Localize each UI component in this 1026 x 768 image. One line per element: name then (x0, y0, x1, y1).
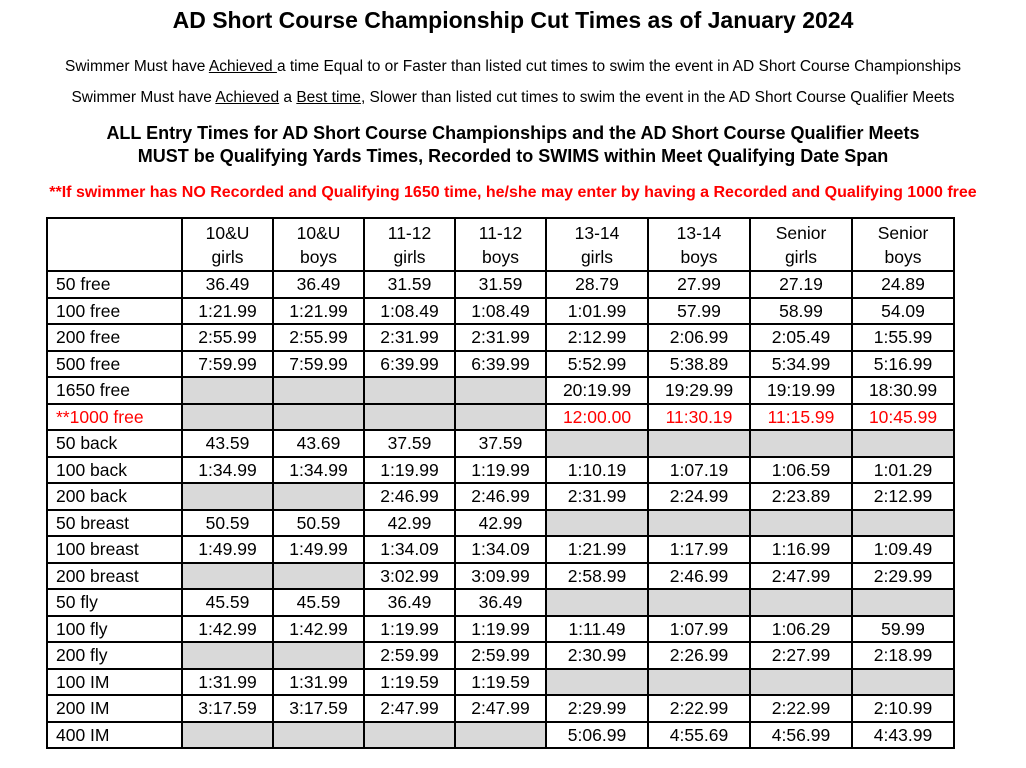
cut-time-cell: 1:09.49 (852, 536, 954, 563)
cut-time-cell: 1:07.19 (648, 457, 750, 484)
empty-shaded-cell (273, 563, 364, 590)
cut-time-cell: 2:26.99 (648, 642, 750, 669)
cut-time-cell: 36.49 (273, 271, 364, 298)
event-label: 50 free (47, 271, 182, 298)
cut-time-cell: 2:27.99 (750, 642, 852, 669)
cut-time-cell: 45.59 (273, 589, 364, 616)
empty-shaded-cell (546, 430, 648, 457)
cut-time-cell: 2:18.99 (852, 642, 954, 669)
cut-time-cell: 2:24.99 (648, 483, 750, 510)
cut-time-cell: 1:16.99 (750, 536, 852, 563)
empty-shaded-cell (455, 722, 546, 749)
cut-time-cell: 36.49 (364, 589, 455, 616)
table-row (47, 404, 954, 431)
rule-championships-text: a time Equal to or Faster than listed cut times to swim the event in AD Short Course Championships (276, 58, 961, 75)
empty-shaded-cell (852, 510, 954, 537)
cut-time-cell: 1:21.99 (546, 536, 648, 563)
cut-time-cell: 2:23.89 (750, 483, 852, 510)
cut-time-cell: 2:31.99 (546, 483, 648, 510)
cut-time-cell: 1:17.99 (648, 536, 750, 563)
table-row (47, 430, 954, 457)
empty-shaded-cell (182, 483, 273, 510)
cut-time-cell: 1:19.99 (364, 457, 455, 484)
event-label: 200 breast (47, 563, 182, 590)
cut-time-cell: 57.99 (648, 298, 750, 325)
empty-shaded-cell (364, 722, 455, 749)
empty-shaded-cell (182, 722, 273, 749)
table-row (47, 271, 954, 298)
cut-time-cell: 1:34.99 (273, 457, 364, 484)
cut-time-cell: 31.59 (455, 271, 546, 298)
cut-time-cell: 28.79 (546, 271, 648, 298)
empty-shaded-cell (273, 377, 364, 404)
cut-time-cell: 12:00.00 (546, 404, 648, 431)
empty-shaded-cell (648, 510, 750, 537)
event-label: 200 IM (47, 695, 182, 722)
cut-times-table (46, 217, 955, 749)
cut-time-cell: 1:49.99 (273, 536, 364, 563)
cut-time-cell: 5:38.89 (648, 351, 750, 378)
event-label: 400 IM (47, 722, 182, 749)
cut-time-cell: 1:01.99 (546, 298, 648, 325)
cut-time-cell: 11:15.99 (750, 404, 852, 431)
cut-time-cell: 1:34.09 (455, 536, 546, 563)
cut-time-cell: 6:39.99 (455, 351, 546, 378)
event-label: 200 fly (47, 642, 182, 669)
cut-time-cell: 3:17.59 (182, 695, 273, 722)
cut-time-cell: 2:58.99 (546, 563, 648, 590)
empty-shaded-cell (182, 377, 273, 404)
cut-time-cell: 2:47.99 (364, 695, 455, 722)
empty-shaded-cell (750, 510, 852, 537)
cut-time-cell: 1:31.99 (273, 669, 364, 696)
event-label: 1650 free (47, 377, 182, 404)
page-title: AD Short Course Championship Cut Times as of January 2024 (172, 7, 854, 33)
empty-shaded-cell (750, 589, 852, 616)
cut-time-cell: 50.59 (273, 510, 364, 537)
empty-shaded-cell (852, 589, 954, 616)
cut-time-cell: 5:52.99 (546, 351, 648, 378)
empty-shaded-cell (182, 563, 273, 590)
cut-time-cell: 1:31.99 (182, 669, 273, 696)
cut-time-cell: 1:49.99 (182, 536, 273, 563)
column-header-1112-boys: 11-12 boys (455, 218, 546, 271)
empty-shaded-cell (273, 483, 364, 510)
event-label: 100 fly (47, 616, 182, 643)
cut-time-cell: 1:34.99 (182, 457, 273, 484)
document-page (0, 7, 1026, 749)
cut-time-cell: 43.59 (182, 430, 273, 457)
cut-time-cell: 1:19.99 (364, 616, 455, 643)
cut-time-cell: 2:47.99 (455, 695, 546, 722)
event-label: 100 breast (47, 536, 182, 563)
cut-time-cell: 1:42.99 (273, 616, 364, 643)
cut-time-cell: 2:47.99 (750, 563, 852, 590)
empty-shaded-cell (455, 377, 546, 404)
cut-time-cell: 2:31.99 (364, 324, 455, 351)
cut-time-cell: 7:59.99 (273, 351, 364, 378)
empty-shaded-cell (182, 404, 273, 431)
cut-time-cell: 2:59.99 (364, 642, 455, 669)
event-label: 50 fly (47, 589, 182, 616)
cut-time-cell: 4:56.99 (750, 722, 852, 749)
cut-time-cell: 5:16.99 (852, 351, 954, 378)
rule-qualifier (0, 89, 1026, 107)
cut-time-cell: 2:10.99 (852, 695, 954, 722)
cut-time-cell: 7:59.99 (182, 351, 273, 378)
cut-time-cell: 1:01.29 (852, 457, 954, 484)
rule-championships-underlined: Achieved (208, 58, 277, 75)
cut-time-cell: 2:46.99 (455, 483, 546, 510)
table-row (47, 377, 954, 404)
cut-time-cell: 2:06.99 (648, 324, 750, 351)
cut-time-cell: 1:19.99 (455, 616, 546, 643)
cut-time-cell: 42.99 (455, 510, 546, 537)
empty-shaded-cell (273, 722, 364, 749)
cut-time-cell: 2:12.99 (852, 483, 954, 510)
empty-shaded-cell (182, 642, 273, 669)
event-label: 50 back (47, 430, 182, 457)
cut-time-cell: 42.99 (364, 510, 455, 537)
cut-time-cell: 2:12.99 (546, 324, 648, 351)
table-row (47, 695, 954, 722)
column-header-Senior-boys: Senior boys (852, 218, 954, 271)
cut-time-cell: 31.59 (364, 271, 455, 298)
table-row (47, 298, 954, 325)
cut-time-cell: 4:43.99 (852, 722, 954, 749)
cut-time-cell: 36.49 (455, 589, 546, 616)
cut-time-cell: 37.59 (364, 430, 455, 457)
empty-shaded-cell (852, 430, 954, 457)
column-header-Senior-girls: Senior girls (750, 218, 852, 271)
event-label: 50 breast (47, 510, 182, 537)
empty-shaded-cell (750, 430, 852, 457)
table-row (47, 642, 954, 669)
cut-time-cell: 50.59 (182, 510, 273, 537)
event-label: 200 free (47, 324, 182, 351)
cut-time-cell: 1:55.99 (852, 324, 954, 351)
cut-time-cell: 43.69 (273, 430, 364, 457)
cut-time-cell: 1:06.29 (750, 616, 852, 643)
cut-time-cell: 18:30.99 (852, 377, 954, 404)
cut-time-cell: 2:22.99 (750, 695, 852, 722)
column-header-1314-girls: 13-14 girls (546, 218, 648, 271)
empty-shaded-cell (546, 589, 648, 616)
empty-shaded-cell (273, 642, 364, 669)
rule-qualifier-text: a (279, 89, 297, 106)
cut-time-cell: 1:08.49 (455, 298, 546, 325)
rule-qualifier-underlined-best-time: Best time (296, 89, 361, 106)
corner-cell (47, 218, 182, 271)
empty-shaded-cell (455, 404, 546, 431)
cut-time-cell: 5:34.99 (750, 351, 852, 378)
column-header-1314-boys: 13-14 boys (648, 218, 750, 271)
cut-time-cell: 1:34.09 (364, 536, 455, 563)
entry-times-requirement-line1: ALL Entry Times for AD Short Course Championships and the AD Short Course Qualifier Meets (106, 123, 920, 143)
table-row (47, 536, 954, 563)
empty-shaded-cell (364, 377, 455, 404)
table-row (47, 510, 954, 537)
cut-time-cell: 2:29.99 (852, 563, 954, 590)
cut-time-cell: 11:30.19 (648, 404, 750, 431)
empty-shaded-cell (546, 669, 648, 696)
cut-time-cell: 3:02.99 (364, 563, 455, 590)
entry-times-requirement (0, 122, 1026, 168)
cut-time-cell: 1:06.59 (750, 457, 852, 484)
cut-time-cell: 4:55.69 (648, 722, 750, 749)
cut-time-cell: 2:46.99 (648, 563, 750, 590)
table-row (47, 669, 954, 696)
cut-time-cell: 36.49 (182, 271, 273, 298)
cut-time-cell: 3:09.99 (455, 563, 546, 590)
cut-time-cell: 2:30.99 (546, 642, 648, 669)
column-header-1112-girls: 11-12 girls (364, 218, 455, 271)
cut-time-cell: 24.89 (852, 271, 954, 298)
table-row (47, 722, 954, 749)
cut-time-cell: 27.19 (750, 271, 852, 298)
cut-time-cell: 1:19.59 (455, 669, 546, 696)
cut-time-cell: 1:19.59 (364, 669, 455, 696)
cut-time-cell: 1:07.99 (648, 616, 750, 643)
cut-time-cell: 20:19.99 (546, 377, 648, 404)
cut-time-cell: 3:17.59 (273, 695, 364, 722)
cut-time-cell: 58.99 (750, 298, 852, 325)
empty-shaded-cell (648, 430, 750, 457)
empty-shaded-cell (648, 669, 750, 696)
table-row (47, 616, 954, 643)
cut-time-cell: 2:55.99 (273, 324, 364, 351)
note-1000-free: **If swimmer has NO Recorded and Qualifying 1650 time, he/she may enter by having a Recorded and Qualifying 1000 free (49, 184, 977, 201)
event-label: 500 free (47, 351, 182, 378)
cut-time-cell: 2:55.99 (182, 324, 273, 351)
entry-times-requirement-line2: MUST be Qualifying Yards Times, Recorded to SWIMS within Meet Qualifying Date Span (137, 146, 889, 166)
event-label: **1000 free (47, 404, 182, 431)
cut-time-cell: 2:31.99 (455, 324, 546, 351)
cut-time-cell: 1:21.99 (182, 298, 273, 325)
cut-time-cell: 2:05.49 (750, 324, 852, 351)
table-row (47, 351, 954, 378)
rule-qualifier-underlined-achieved: Achieved (215, 89, 280, 106)
table-row (47, 324, 954, 351)
cut-time-cell: 19:29.99 (648, 377, 750, 404)
cut-time-cell: 6:39.99 (364, 351, 455, 378)
table-row (47, 563, 954, 590)
empty-shaded-cell (273, 404, 364, 431)
column-header-10U-boys: 10&U boys (273, 218, 364, 271)
empty-shaded-cell (852, 669, 954, 696)
cut-time-cell: 27.99 (648, 271, 750, 298)
cut-time-cell: 1:19.99 (455, 457, 546, 484)
empty-shaded-cell (750, 669, 852, 696)
event-label: 200 back (47, 483, 182, 510)
event-label: 100 IM (47, 669, 182, 696)
rule-championships (0, 58, 1026, 76)
header-row (47, 218, 954, 271)
cut-time-cell: 2:29.99 (546, 695, 648, 722)
cut-time-cell: 1:21.99 (273, 298, 364, 325)
table-row (47, 457, 954, 484)
cut-time-cell: 54.09 (852, 298, 954, 325)
cut-time-cell: 1:08.49 (364, 298, 455, 325)
cut-time-cell: 1:10.19 (546, 457, 648, 484)
cut-time-cell: 10:45.99 (852, 404, 954, 431)
cut-time-cell: 37.59 (455, 430, 546, 457)
cut-time-cell: 1:11.49 (546, 616, 648, 643)
empty-shaded-cell (648, 589, 750, 616)
table-row (47, 483, 954, 510)
rule-qualifier-text: , Slower than listed cut times to swim the event in the AD Short Course Qualifier Meets (360, 89, 955, 106)
table-row (47, 589, 954, 616)
cut-time-cell: 45.59 (182, 589, 273, 616)
cut-time-cell: 19:19.99 (750, 377, 852, 404)
cut-time-cell: 2:22.99 (648, 695, 750, 722)
event-label: 100 back (47, 457, 182, 484)
rule-championships-text: Swimmer Must have (65, 58, 209, 75)
cut-time-cell: 2:59.99 (455, 642, 546, 669)
column-header-10U-girls: 10&U girls (182, 218, 273, 271)
cut-time-cell: 1:42.99 (182, 616, 273, 643)
cut-time-cell: 5:06.99 (546, 722, 648, 749)
cut-time-cell: 2:46.99 (364, 483, 455, 510)
cut-time-cell: 59.99 (852, 616, 954, 643)
empty-shaded-cell (546, 510, 648, 537)
rule-qualifier-text: Swimmer Must have (71, 89, 216, 106)
empty-shaded-cell (364, 404, 455, 431)
event-label: 100 free (47, 298, 182, 325)
